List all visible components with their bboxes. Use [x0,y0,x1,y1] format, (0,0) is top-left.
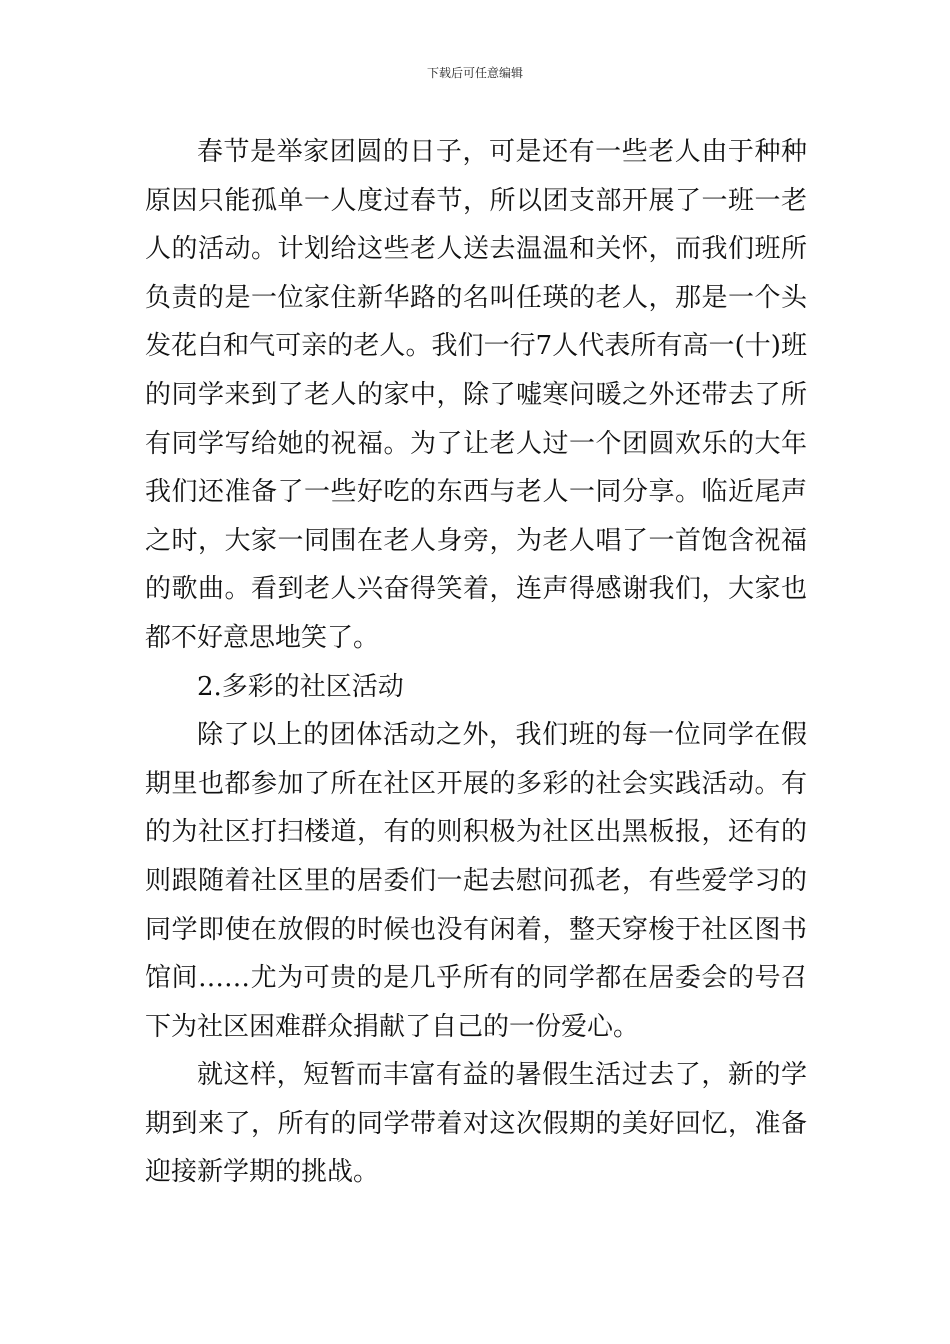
paragraph-spring-festival: 春节是举家团圆的日子，可是还有一些老人由于种种原因只能孤单一人度过春节，所以团支部开展了一班一老人的活动。计划给这些老人送去温温和关怀，而我们班所负责的是一位家住新华路的名叫任瑛的老人，那是一个头发花白和气可亲的老人。我们一行7人代表所有高一(十)班的同学来到了老人的家中，除了嘘寒问暖之外还带去了所有同学写给她的祝福。为了让老人过一个团圆欢乐的大年我们还准备了一些好吃的东西与老人一同分享。临近尾声之时，大家一同围在老人身旁，为老人唱了一首饱含祝福的歌曲。看到老人兴奋得笑着，连声得感谢我们，大家也都不好意思地笑了。 [145,137,807,653]
document-body [145,128,807,1197]
paragraph-community-activities: 除了以上的团体活动之外，我们班的每一位同学在假期里也都参加了所在社区开展的多彩的社会实践活动。有的为社区打扫楼道，有的则积极为社区出黑板报，还有的则跟随着社区里的居委们一起去慰问孤老，有些爱学习的同学即使在放假的时候也没有闲着，整天穿梭于社区图书馆间……尤为可贵的是几乎所有的同学都在居委会的号召下为社区困难群众捐献了自己的一份爱心。 [145,720,807,1042]
paragraph-conclusion: 就这样，短暂而丰富有益的暑假生活过去了，新的学期到来了，所有的同学带着对这次假期的美好回忆，准备迎接新学期的挑战。 [145,1060,807,1188]
section-heading-community-activities: 2.多彩的社区活动 [197,671,404,702]
page-header: 下载后可任意编辑 [426,66,523,80]
